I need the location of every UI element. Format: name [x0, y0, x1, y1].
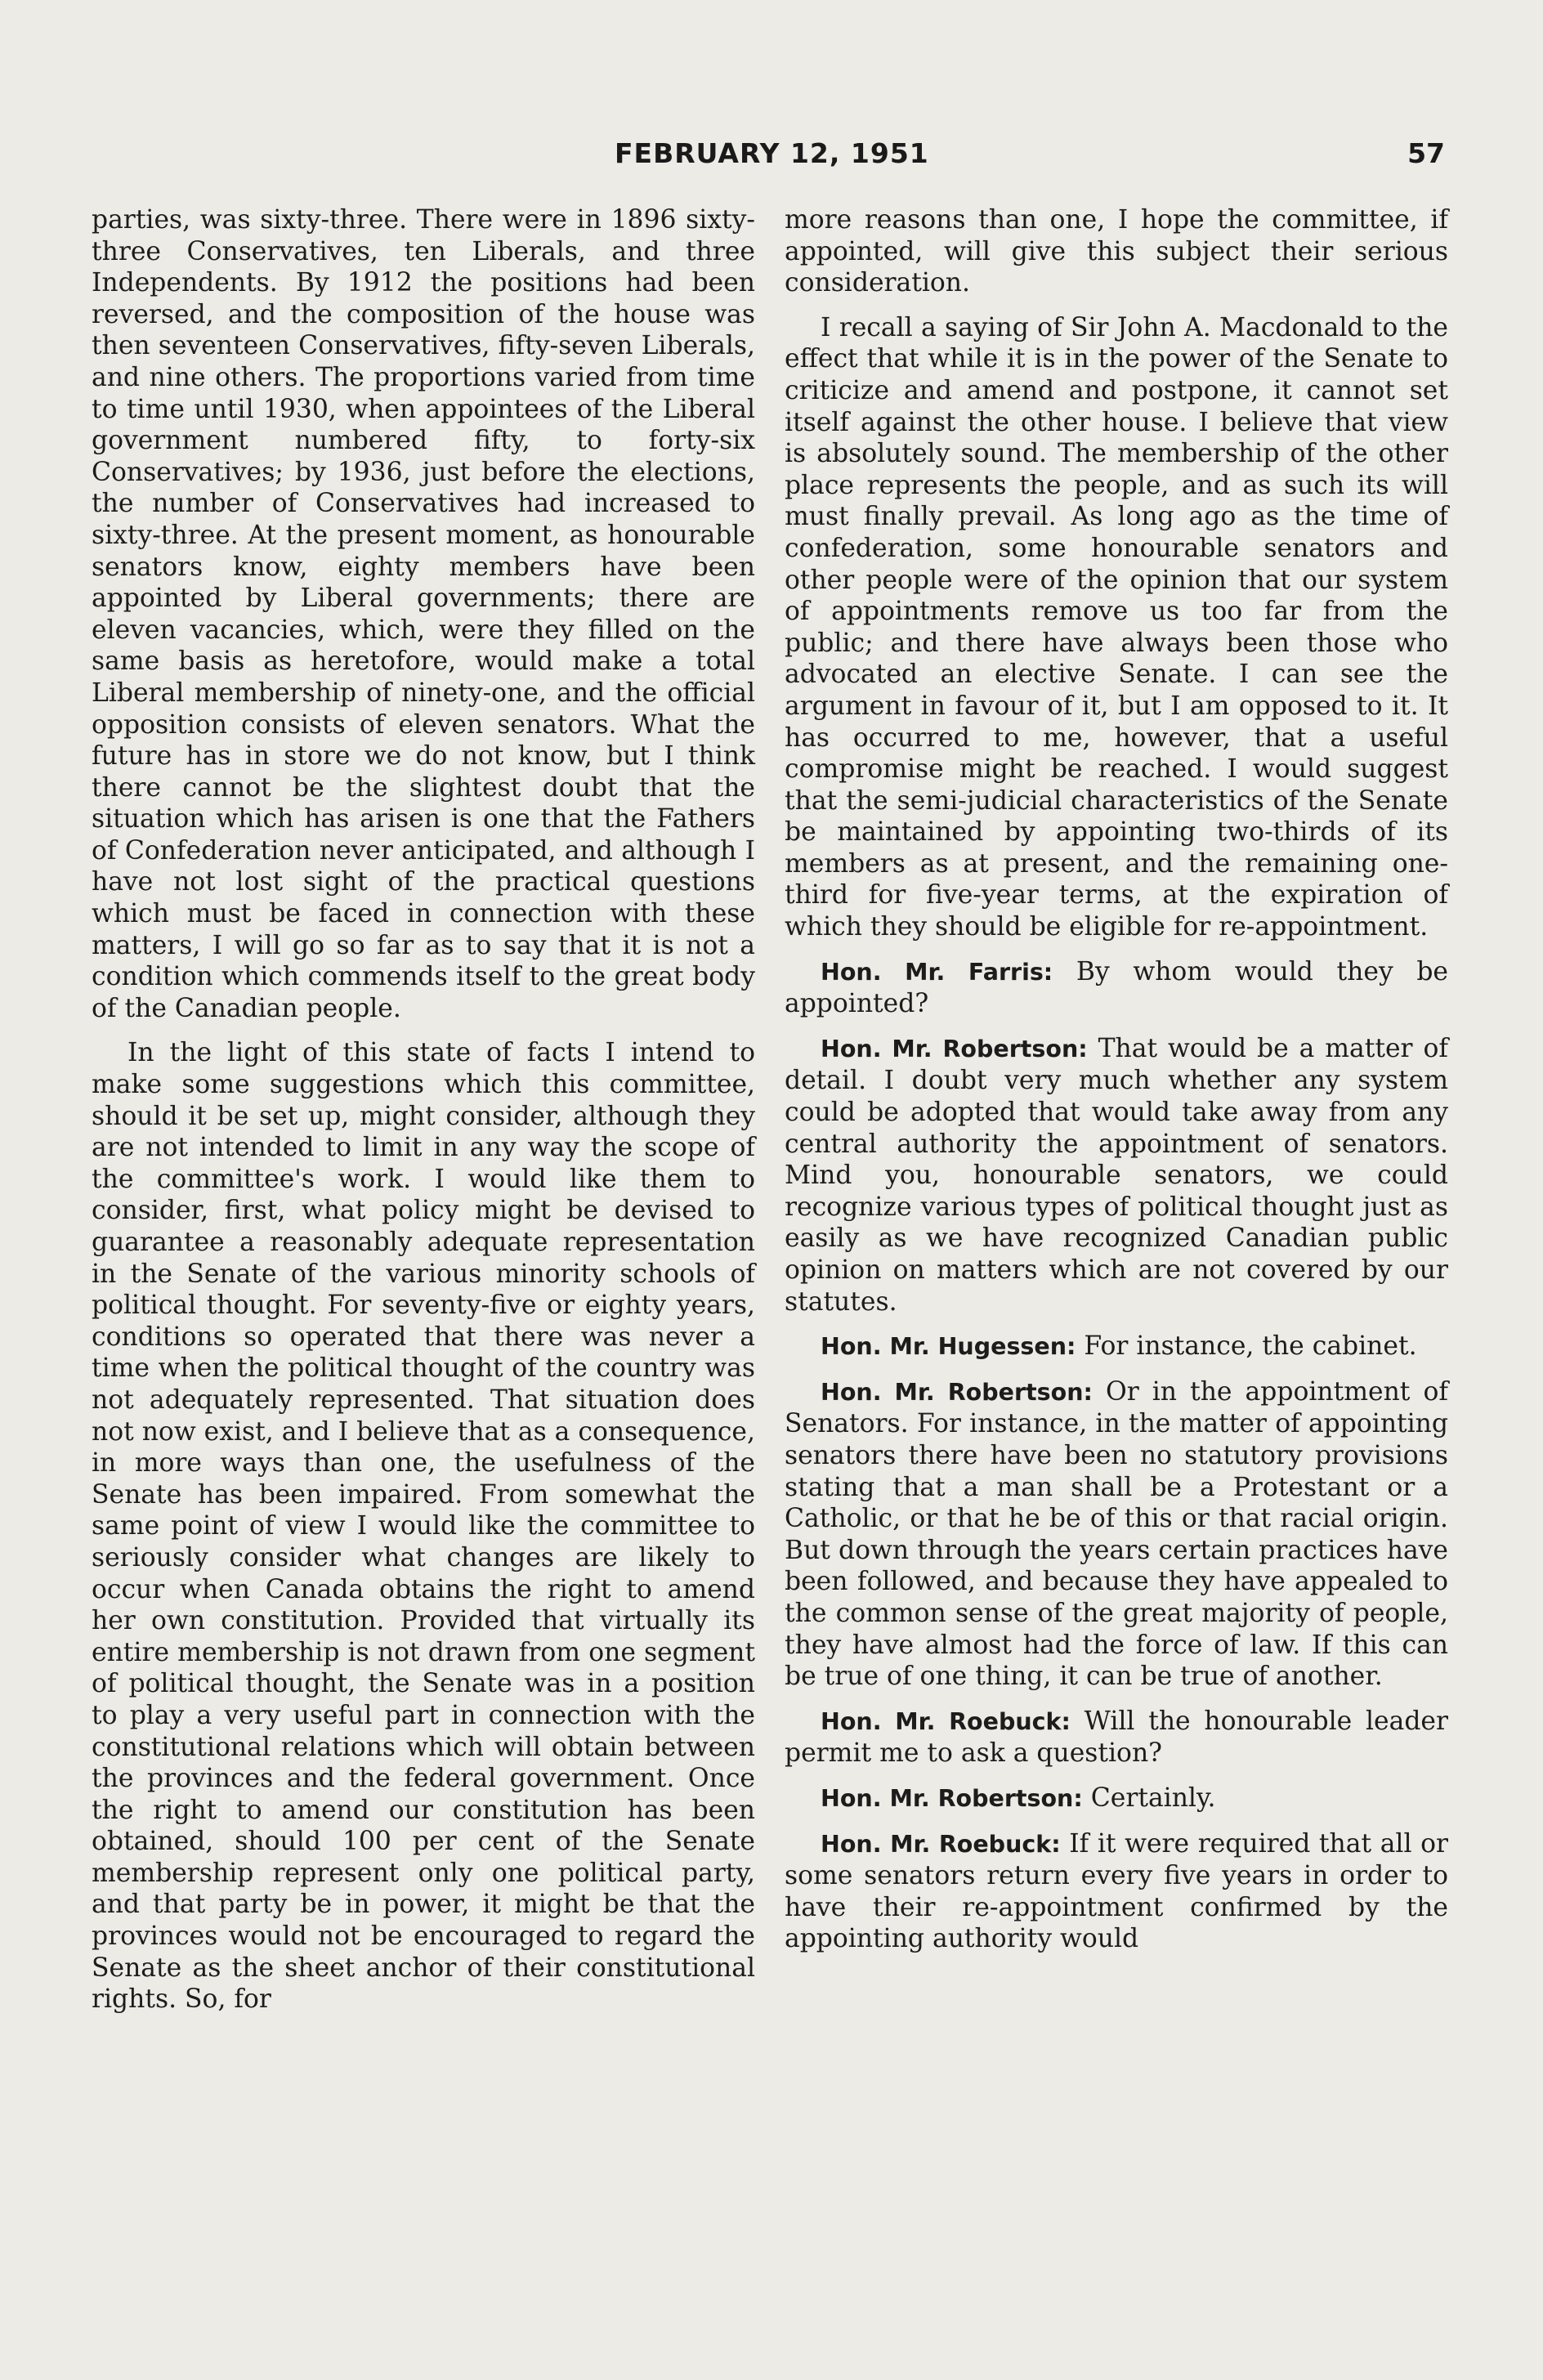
page-date: FEBRUARY 12, 1951 [615, 137, 929, 169]
paragraph: parties, was sixty-three. There were in 1896 sixty-three Conservatives, ten Liberals, and three Independents. By 1912 the positions had been reversed, and the composition of the house was then seventeen Conservatives, fifty-seven Liberals, and nine others. The proportions varied from time to time until 1930, when appointees of the Liberal government numbered fifty, to forty-six Conservatives; by 1936, just before the elections, the number of Conservatives had increased to sixty-three. At the present moment, as honourable senators know, eighty members have been appointed by Liberal governments; there are eleven vacancies, which, were they filled on the same basis as heretofore, would make a total Liberal membership of ninety-one, and the official opposition consists of eleven senators. What the future has in store we do not know, but I think there cannot be the slightest doubt that the situation which has arisen is one that the Fathers of Confederation never anticipated, and although I have not lost sight of the practical questions which must be faced in connection with these matters, I will go so far as to say that it is not a condition which commends itself to the great body of the Canadian people. [92, 205, 755, 1023]
paragraph: I recall a saying of Sir John A. Macdonald to the effect that while it is in the power of the Senate to criticize and amend and postpone, it cannot set itself against the other house. I believe that view is absolutely sound. The membership of the other place represents the people, and as such its will must finally prevail. As long ago as the time of confederation, some honourable senators and other people were of the opinion that our system of appointments remove us too far from the public; and there have always been those who advocated an elective Senate. I can see the argument in favour of it, but I am opposed to it. It has occurred to me, however, that a useful compromise might be reached. I would suggest that the semi-judicial characteristics of the Senate be maintained by appointing two-thirds of its members as at present, and the remaining one-third for five-year terms, at the expiration of which they should be eligible for re-appointment. [785, 312, 1448, 942]
speaker-name: Hon. Mr. Robertson: [821, 1784, 1083, 1812]
speaker-name: Hon. Mr. Robertson: [821, 1378, 1093, 1406]
paragraph: more reasons than one, I hope the committee, if appointed, will give this subject their serious consideration. [785, 205, 1448, 298]
speaker-name: Hon. Mr. Hugessen: [821, 1333, 1076, 1361]
right-column [785, 204, 1448, 1968]
speech-text: That would be a matter of detail. I doubt very much whether any system could be adopted that would take away from any central authority the appointment of senators. Mind you, honourable senators, we could recognize various types of political thought just as easily as we have recognized Canadian public opinion on matters which are not covered by our statutes. [785, 1033, 1448, 1317]
speech-robertson [785, 1376, 1448, 1693]
page-header [92, 137, 1456, 173]
speaker-name: Hon. Mr. Farris: [821, 958, 1053, 986]
speech-farris [785, 956, 1448, 1020]
speech-text: Will the honourable leader permit me to ask a question? [785, 1706, 1448, 1769]
speech-text: Or in the appointment of Senators. For instance, in the matter of appointing senators there have been no statutory provisions stating that a man shall be a Protestant or a Catholic, or that he be of this or that racial origin. But down through the years certain practices have been followed, and because they have appealed to the common sense of the great majority of people, they have almost had the force of law. If this can be true of one thing, it can be true of another. [785, 1376, 1448, 1692]
speech-robertson [785, 1783, 1448, 1815]
left-column [92, 204, 755, 2029]
speaker-name: Hon. Mr. Roebuck: [821, 1830, 1061, 1858]
speech-robertson [785, 1033, 1448, 1318]
speaker-name: Hon. Mr. Robertson: [821, 1035, 1088, 1062]
speech-roebuck [785, 1828, 1448, 1955]
page-number: 57 [1407, 137, 1445, 169]
speech-hugessen [785, 1331, 1448, 1363]
speech-text: For instance, the cabinet. [1084, 1331, 1417, 1362]
speech-roebuck [785, 1706, 1448, 1769]
speech-text: Certainly. [1090, 1783, 1216, 1813]
speech-text: By whom would they be appointed? [785, 956, 1449, 1019]
speech-text: If it were required that all or some senators return every five years in order to have their re-appointment confirmed by the appointing authority would [785, 1828, 1448, 1954]
speaker-name: Hon. Mr. Roebuck: [821, 1707, 1071, 1735]
paragraph: In the light of this state of facts I intend to make some suggestions which this committee, should it be set up, might consider, although they are not intended to limit in any way the scope of the committee's work. I would like them to consider, first, what policy might be devised to guarantee a reasonably adequate representation in the Senate of the various minority schools of political thought. For seventy-five or eighty years, conditions so operated that there was never a time when the political thought of the country was not adequately represented. That situation does not now exist, and I believe that as a consequence, in more ways than one, the usefulness of the Senate has been impaired. From somewhat the same point of view I would like the committee to seriously consider what changes are likely to occur when Canada obtains the right to amend her own constitution. Provided that virtually its entire membership is not drawn from one segment of political thought, the Senate was in a position to play a very useful part in connection with the constitutional relations which will obtain between the provinces and the federal government. Once the right to amend our constitution has been obtained, should 100 per cent of the Senate membership represent only one political party, and that party be in power, it might be that the provinces would not be encouraged to regard the Senate as the sheet anchor of their constitutional rights. So, for [92, 1038, 755, 2015]
